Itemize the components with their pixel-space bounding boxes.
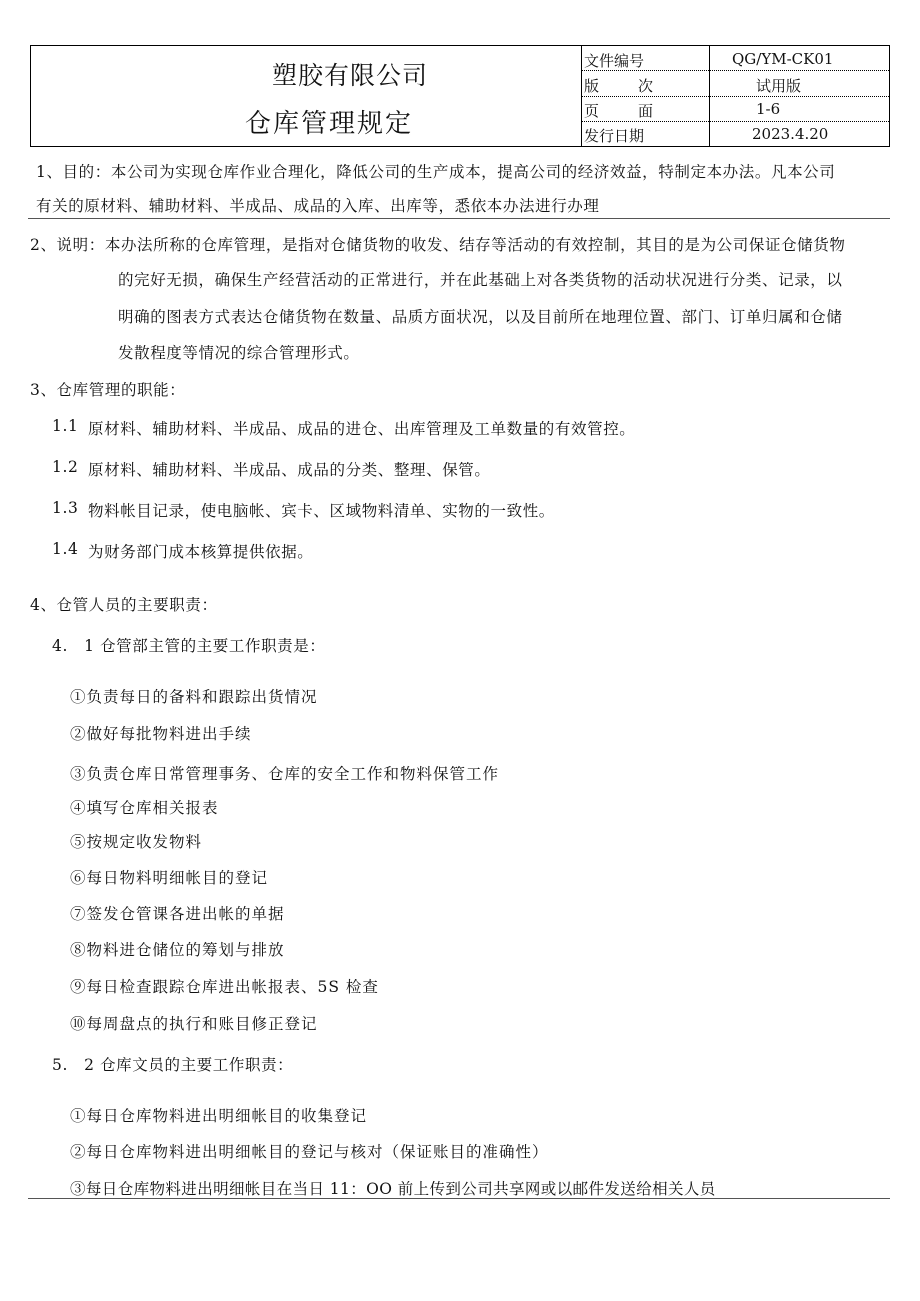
function-item-number: 1.2: [52, 458, 79, 476]
supervisor-duty-item: ⑥每日物料明细帐目的登记: [70, 869, 269, 887]
function-item-number: 1.3: [52, 499, 79, 517]
clerk-duty-item: ②每日仓库物料进出明细帐目的登记与核对（保证账目的准确性）: [70, 1143, 549, 1161]
function-item-text: 为财务部门成本核算提供依据。: [88, 543, 314, 561]
header-border-right: [889, 45, 890, 147]
clerk-duties-heading: 5. 2 仓库文员的主要工作职责：: [52, 1056, 294, 1074]
clerk-duty-item: ③每日仓库物料进出明细帐目在当日 11：OO 前上传到公司共享网或以邮件发送给相关人员: [70, 1180, 716, 1198]
supervisor-duty-item: ⑧物料进仓储位的筹划与排放: [70, 941, 285, 959]
purpose-line-1: 1、目的：本公司为实现仓库作业合理化，降低公司的生产成本，提高公司的经济效益，特制定本办法。凡本公司: [36, 163, 836, 181]
version-value: 试用版: [756, 77, 802, 95]
supervisor-duty-item: ⑤按规定收发物料: [70, 833, 203, 851]
supervisor-duty-item: ②做好每批物料进出手续: [70, 725, 252, 743]
description-line-2: 的完好无损，确保生产经营活动的正常进行，并在此基础上对各类货物的活动状况进行分类、记录，以: [118, 271, 843, 289]
supervisor-duty-item: ③负责仓库日常管理事务、仓库的安全工作和物料保管工作: [70, 765, 500, 783]
description-line-3: 明确的图表方式表达仓储货物在数量、品质方面状况，以及目前所在地理位置、部门、订单归属和仓储: [118, 308, 843, 326]
responsibilities-heading: 4、仓管人员的主要职责：: [30, 596, 218, 614]
page-value: 1-6: [756, 100, 781, 118]
supervisor-duty-item: ⑩每周盘点的执行和账目修正登记: [70, 1015, 318, 1033]
function-item-text: 原材料、辅助材料、半成品、成品的分类、整理、保管。: [88, 461, 491, 479]
supervisor-duties-heading: 4. 1 仓管部主管的主要工作职责是：: [52, 637, 326, 655]
header-border-bottom: [30, 146, 890, 147]
version-label: 版 次: [584, 77, 657, 95]
page-label: 页 面: [584, 102, 657, 120]
function-item-number: 1.1: [52, 417, 79, 435]
document-title: 仓库管理规定: [245, 109, 414, 139]
description-line-1: 2、说明：本办法所称的仓库管理，是指对仓储货物的收发、结存等活动的有效控制，其目的是为公司保证仓储货物: [30, 236, 846, 254]
header-border-left: [30, 45, 31, 147]
function-item-text: 原材料、辅助材料、半成品、成品的进仓、出库管理及工单数量的有效管控。: [88, 420, 636, 438]
clerk-duty-item: ①每日仓库物料进出明细帐目的收集登记: [70, 1107, 368, 1125]
functions-heading: 3、仓库管理的职能：: [30, 381, 186, 399]
company-name: 塑胶有限公司: [272, 61, 429, 90]
supervisor-duty-item: ⑦签发仓管课各进出帐的单据: [70, 905, 285, 923]
header-border-top: [30, 45, 890, 46]
supervisor-duty-item: ⑨每日检查跟踪仓库进出帐报表、5S 检查: [70, 978, 379, 996]
header-row-line: [581, 96, 889, 97]
function-item-number: 1.4: [52, 540, 79, 558]
doc-number-label: 文件编号: [584, 52, 645, 70]
function-item-text: 物料帐目记录，使电脑帐、宾卡、区域物料清单、实物的一致性。: [88, 502, 555, 520]
section-divider: [28, 218, 890, 219]
purpose-line-2: 有关的原材料、辅助材料、半成品、成品的入库、出库等，悉依本办法进行办理: [36, 197, 600, 215]
header-row-line: [581, 121, 889, 122]
supervisor-duty-item: ④填写仓库相关报表: [70, 799, 219, 817]
description-line-4: 发散程度等情况的综合管理形式。: [118, 344, 360, 362]
issue-date-value: 2023.4.20: [752, 125, 829, 143]
supervisor-duty-item: ①负责每日的备料和跟踪出货情况: [70, 688, 318, 706]
issue-date-label: 发行日期: [584, 127, 645, 145]
doc-number-value: QG/YM-CK01: [732, 50, 834, 68]
